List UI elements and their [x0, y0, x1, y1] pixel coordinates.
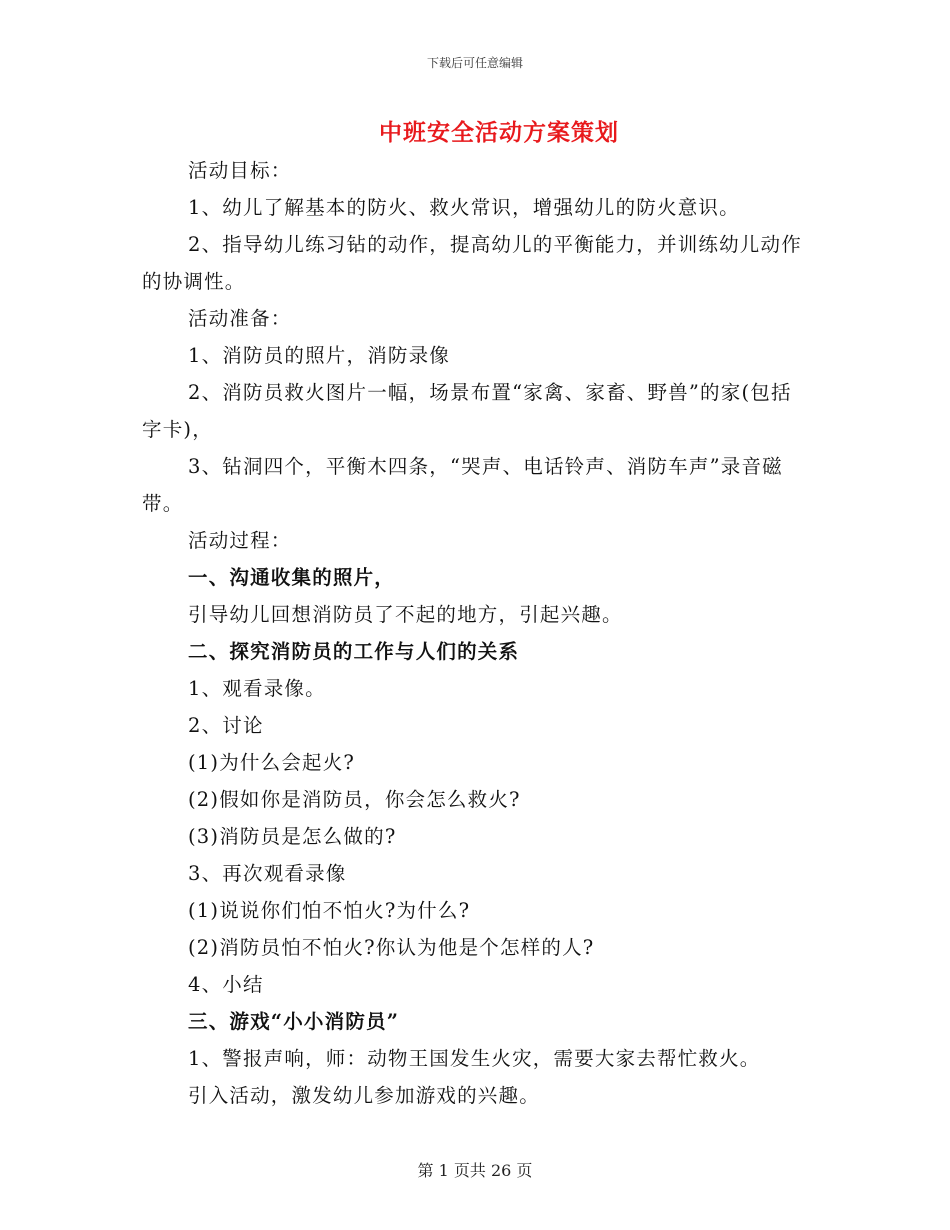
document-title: 中班安全活动方案策划: [379, 119, 619, 146]
header-note: 下载后可任意编辑: [426, 56, 523, 70]
section-heading-1: 一、沟通收集的照片，: [188, 566, 396, 589]
paragraph-question-4: (1)说说你们怕不怕火?为什么?: [188, 899, 471, 922]
paragraph-prep-3: 3、钻洞四个，平衡木四条，“哭声、电话铃声、消防车声”录音磁带。: [142, 455, 783, 515]
paragraph-process-heading: 活动过程：: [188, 529, 292, 552]
page-footer: 第 1 页共 26 页: [417, 1161, 533, 1180]
document-body: [142, 152, 810, 1114]
paragraph-goals-heading: 活动目标：: [188, 159, 292, 182]
paragraph-goal-2: 2、指导幼儿练习钻的动作，提高幼儿的平衡能力，并训练幼儿动作的协调性。: [142, 233, 802, 293]
paragraph-prep-2: 2、消防员救火图片一幅，场景布置“家禽、家畜、野兽”的家(包括字卡)，: [142, 381, 792, 441]
paragraph-game-1: 1、警报声响，师：动物王国发生火灾，需要大家去帮忙救火。: [188, 1047, 761, 1070]
paragraph-prep-heading: 活动准备：: [188, 307, 292, 330]
paragraph-item-4: 4、小结: [188, 973, 264, 996]
paragraph-question-2: (2)假如你是消防员，你会怎么救火?: [188, 788, 521, 811]
paragraph-question-5: (2)消防员怕不怕火?你认为他是个怎样的人?: [188, 936, 595, 959]
section-heading-3: 三、游戏“小小消防员”: [188, 1010, 400, 1033]
paragraph-question-3: (3)消防员是怎么做的?: [188, 825, 397, 848]
paragraph-prep-1: 1、消防员的照片，消防录像: [188, 344, 451, 367]
paragraph-question-1: (1)为什么会起火?: [188, 751, 356, 774]
paragraph-game-2: 引入活动，激发幼儿参加游戏的兴趣。: [188, 1084, 540, 1107]
paragraph-item-2: 2、讨论: [188, 714, 264, 737]
paragraph-goal-1: 1、幼儿了解基本的防火、救火常识，增强幼儿的防火意识。: [188, 196, 740, 219]
paragraph-item-1: 1、观看录像。: [188, 677, 326, 700]
paragraph-item-3: 3、再次观看录像: [188, 862, 347, 885]
paragraph-section-1-text: 引导幼儿回想消防员了不起的地方，引起兴趣。: [188, 603, 623, 626]
section-heading-2: 二、探究消防员的工作与人们的关系: [188, 640, 520, 663]
